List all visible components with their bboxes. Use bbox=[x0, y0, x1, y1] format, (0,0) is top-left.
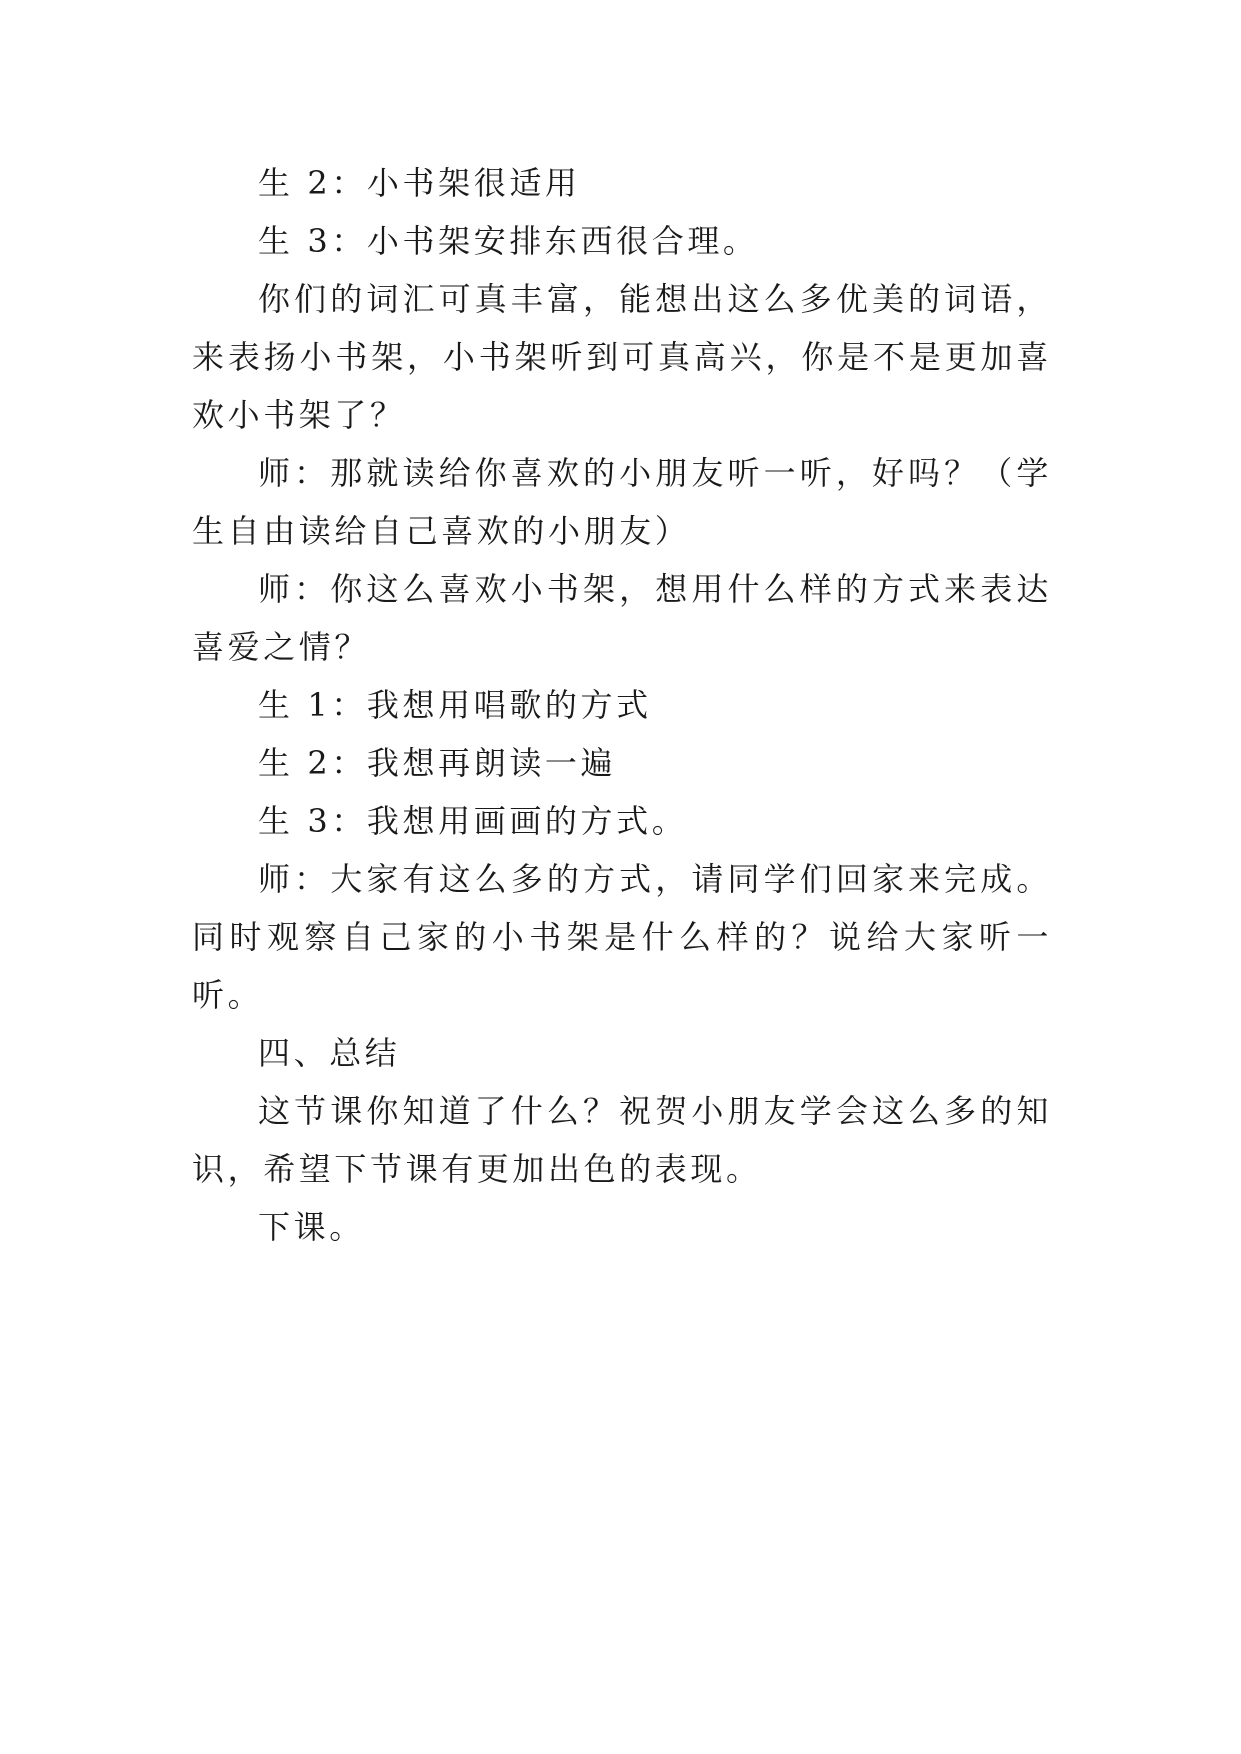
document-body bbox=[192, 154, 1052, 1256]
paragraph-student2-reading: 生 2：我想再朗读一遍 bbox=[258, 744, 617, 782]
paragraph-student3-drawing: 生 3：我想用画画的方式。 bbox=[258, 802, 688, 840]
paragraph-teacher-praise: 你们的词汇可真丰富，能想出这么多优美的词语，来表扬小书架，小书架听到可真高兴，你是不是更加喜欢小书架了？ bbox=[192, 280, 1052, 434]
paragraph-teacher-question: 师：你这么喜欢小书架，想用什么样的方式来表达喜爱之情？ bbox=[192, 570, 1052, 666]
paragraph-summary: 这节课你知道了什么？祝贺小朋友学会这么多的知识，希望下节课有更加出色的表现。 bbox=[192, 1092, 1052, 1188]
paragraph-student1-singing: 生 1：我想用唱歌的方式 bbox=[258, 686, 652, 724]
paragraph-teacher-read-aloud: 师：那就读给你喜欢的小朋友听一听，好吗？（学生自由读给自己喜欢的小朋友） bbox=[192, 454, 1052, 550]
paragraph-class-dismissed: 下课。 bbox=[258, 1208, 365, 1246]
section-heading-summary: 四、总结 bbox=[258, 1034, 401, 1072]
paragraph-teacher-homework: 师：大家有这么多的方式，请同学们回家来完成。同时观察自己家的小书架是什么样的？说给大家听一听。 bbox=[192, 860, 1052, 1014]
paragraph-student3-answer: 生 3：小书架安排东西很合理。 bbox=[258, 222, 759, 260]
paragraph-student2-answer: 生 2：小书架很适用 bbox=[258, 164, 581, 202]
